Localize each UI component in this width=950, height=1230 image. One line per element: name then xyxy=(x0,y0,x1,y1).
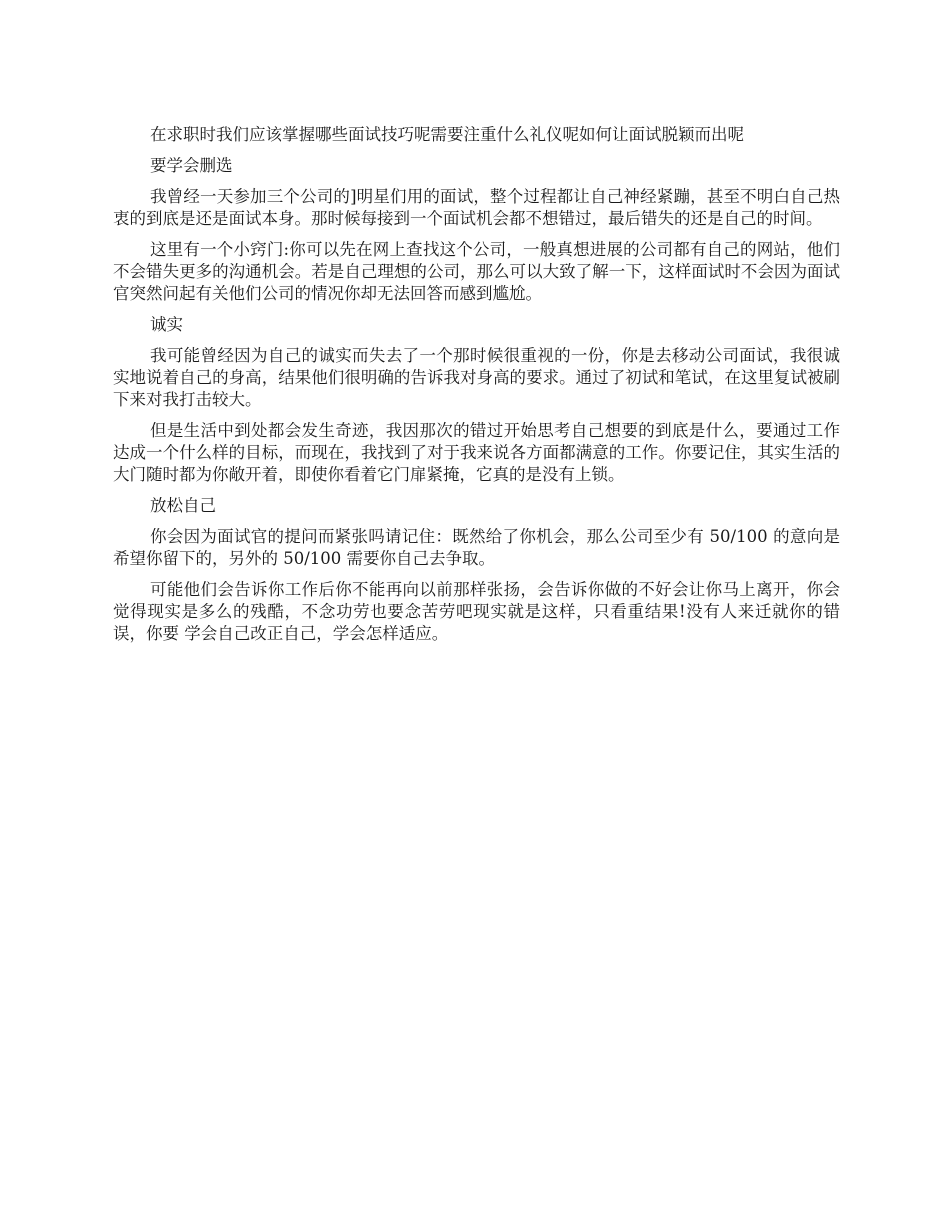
intro-question: 在求职时我们应该掌握哪些面试技巧呢需要注重什么礼仪呢如何让面试脱颖而出呢 xyxy=(150,125,744,144)
section-heading-honesty: 诚实 xyxy=(150,315,183,334)
section-heading-relax: 放松自己 xyxy=(150,496,216,515)
paragraph: 我可能曾经因为自己的诚实而失去了一个那时候很重视的一份，你是去移动公司面试，我很诚实地说着自己的身高，结果他们很明确的告诉我对身高的要求。通过了初试和笔试，在这里复试被刷下来对我打击较大。 xyxy=(113,346,840,409)
paragraph: 我曾经一天参加三个公司的]明星们用的面试，整个过程都让自己神经紧蹦，甚至不明白自己热衷的到底是还是面试本身。那时候每接到一个面试机会都不想错过，最后错失的还是自己的时间。 xyxy=(113,187,840,228)
paragraph: 可能他们会告诉你工作后你不能再向以前那样张扬，会告诉你做的不好会让你马上离开，你会觉得现实是多么的残酷，不念功劳也要念苦劳吧现实就是这样，只看重结果!没有人来迁就你的错误，你要 学会自己改正自己，学会怎样适应。 xyxy=(113,580,840,643)
paragraph: 但是生活中到处都会发生奇迹，我因那次的错过开始思考自己想要的到底是什么，要通过工作达成一个什么样的目标，而现在，我找到了对于我来说各方面都满意的工作。你要记住，其实生活的大门随时都为你敞开着，即使你看着它门扉紧掩，它真的是没有上锁。 xyxy=(113,421,840,484)
document-body xyxy=(113,124,840,654)
section-heading-filter: 要学会删选 xyxy=(150,156,233,175)
paragraph: 这里有一个小窍门:你可以先在网上查找这个公司，一般真想进展的公司都有自己的网站，他们不会错失更多的沟通机会。若是自己理想的公司，那么可以大致了解一下，这样面试时不会因为面试官突然问起有关他们公司的情况你却无法回答而感到尴尬。 xyxy=(113,240,840,303)
paragraph: 你会因为面试官的提问而紧张吗请记住：既然给了你机会，那么公司至少有 50/100 的意向是希望你留下的，另外的 50/100 需要你自己去争取。 xyxy=(113,527,840,568)
